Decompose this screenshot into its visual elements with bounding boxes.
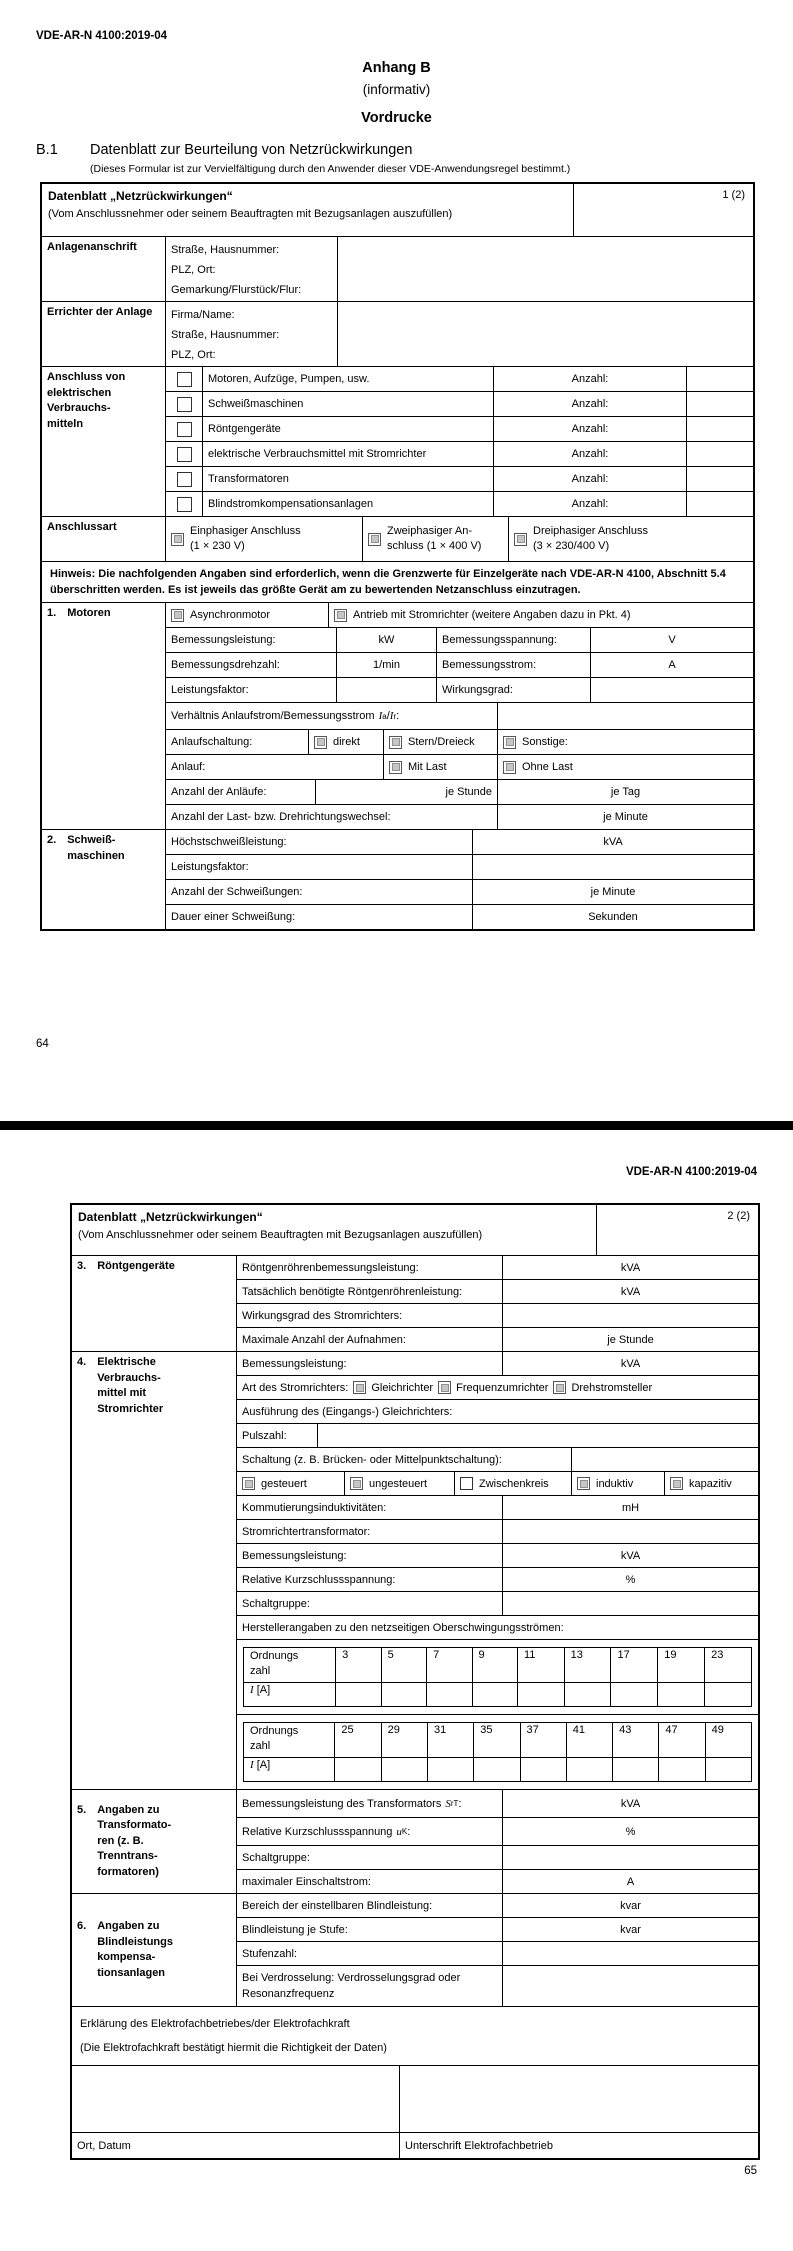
anschlussart-option: Zweiphasiger An- schluss (1 × 400 V) xyxy=(362,517,508,561)
option-label: induktiv xyxy=(596,1477,634,1490)
checkbox-stern-dreieck[interactable] xyxy=(389,736,402,749)
field-label: Schaltung (z. B. Brücken- oder Mittelpunktschaltung): xyxy=(242,1453,502,1466)
page-indicator: 1 (2) xyxy=(573,184,753,236)
item-label: Blindstromkompensationsanlagen xyxy=(208,498,374,510)
trafo-row xyxy=(237,1869,758,1893)
checkbox-motoren[interactable] xyxy=(177,372,192,387)
harmonic-order: 47 xyxy=(659,1723,705,1758)
section-stromrichter xyxy=(72,1351,758,1789)
unit-label: je Minute xyxy=(603,811,648,823)
option-label: Antrieb mit Stromrichter (weitere Angaben dazu in Pkt. 4) xyxy=(353,609,631,621)
checkbox-ungesteuert[interactable] xyxy=(350,1477,363,1490)
blind-row xyxy=(237,1965,758,2006)
field-label: Straße, Hausnummer: xyxy=(171,244,280,256)
option-label: Drehstromsteller xyxy=(571,1381,653,1394)
field-label: Röntgenröhrenbemessungsleistung: xyxy=(242,1261,419,1274)
field-label: Pulszahl: xyxy=(242,1429,287,1442)
stromrichter-row xyxy=(237,1352,758,1375)
field-label: Anlauf: xyxy=(171,761,206,773)
unterschrift-label: Unterschrift Elektrofachbetrieb xyxy=(405,2139,553,2152)
harmonics-table-2 xyxy=(243,1722,752,1782)
row-hinweis xyxy=(42,561,753,602)
checkbox-drehstromsteller[interactable] xyxy=(553,1381,566,1394)
unit-label: kVA xyxy=(620,1357,641,1370)
unit-label: kVA xyxy=(620,1261,641,1274)
field-label: Stufenzahl: xyxy=(242,1947,298,1960)
option-label: gesteuert xyxy=(261,1477,307,1490)
option-label: ungesteuert xyxy=(369,1477,428,1490)
checkbox-zwischenkreis[interactable] xyxy=(460,1477,473,1490)
input-area xyxy=(590,678,753,702)
option-label: direkt xyxy=(333,736,360,748)
checkbox-verbrauchsmittel-stromrichter[interactable] xyxy=(177,447,192,462)
field-label: Höchstschweißleistung: xyxy=(171,836,287,848)
motor-type-row xyxy=(166,603,753,627)
checkbox-kapazitiv[interactable] xyxy=(670,1477,683,1490)
harmonic-order: 19 xyxy=(658,1648,705,1683)
field-label: Wirkungsgrad des Stromrichters: xyxy=(242,1309,403,1322)
section-label: 5. Angaben zu Transformato- ren (z. B. Trenntrans- formatoren) xyxy=(77,1803,172,1878)
option-label: Ohne Last xyxy=(522,761,573,773)
field-label: Verhältnis Anlaufstrom/Bemessungsstrom xyxy=(171,710,375,722)
checkbox-mit-last[interactable] xyxy=(389,761,402,774)
harmonic-order: 35 xyxy=(474,1723,520,1758)
field-label: Tatsächlich benötigte Röntgenröhrenleistung: xyxy=(242,1285,463,1298)
field-label: PLZ, Ort: xyxy=(171,349,216,361)
row-anschlussart xyxy=(42,516,753,561)
field-label: Anzahl der Anläufe: xyxy=(171,786,267,798)
item-label: Motoren, Aufzüge, Pumpen, usw. xyxy=(208,373,370,385)
unit-label: V xyxy=(668,634,676,646)
field-label: Blindleistung je Stufe: xyxy=(242,1923,348,1936)
checkbox-induktiv[interactable] xyxy=(577,1477,590,1490)
unit-label: je Minute xyxy=(590,886,636,898)
harmonic-current-input xyxy=(474,1758,520,1782)
input-area xyxy=(502,1942,758,1965)
annex-subtitle: (informativ) xyxy=(362,82,431,97)
input-area xyxy=(502,1520,758,1543)
unit-label: kW xyxy=(378,634,395,646)
field-label: Straße, Hausnummer: xyxy=(171,329,280,341)
option-label: Zwischenkreis xyxy=(479,1477,549,1490)
harmonic-order: 37 xyxy=(520,1723,566,1758)
verbrauchsmittel-row xyxy=(166,416,753,441)
field-labels xyxy=(165,237,337,301)
annex-heading: Vordrucke xyxy=(361,110,432,126)
field-label: Bemessungsleistung: xyxy=(242,1549,347,1562)
verbrauchsmittel-row xyxy=(166,391,753,416)
checkbox-blindstromkompensation[interactable] xyxy=(177,497,192,512)
item-label: Transformatoren xyxy=(208,473,289,485)
checkbox-schweissmaschinen[interactable] xyxy=(177,397,192,412)
checkbox-frequenzumrichter[interactable] xyxy=(438,1381,451,1394)
checkbox-roentgengeraete[interactable] xyxy=(177,422,192,437)
harmonic-order: 3 xyxy=(336,1648,381,1683)
anschlussart-option: Dreiphasiger Anschluss (3 × 230/400 V) xyxy=(508,517,753,561)
field-label: Bemessungsdrehzahl: xyxy=(171,659,280,671)
field-labels xyxy=(165,302,337,366)
form-subtitle: (Vom Anschlussnehmer oder seinem Beauftragten mit Bezugsanlagen auszufüllen) xyxy=(78,1229,483,1241)
unit-label: je Tag xyxy=(610,786,641,798)
unit-label: 1/min xyxy=(373,659,400,671)
blind-row xyxy=(237,1941,758,1965)
input-area xyxy=(571,1448,758,1471)
harmonic-current-input xyxy=(427,1758,473,1782)
anzahl-label: Anzahl: xyxy=(571,398,609,410)
harmonic-order: 17 xyxy=(611,1648,658,1683)
harmonic-current-input xyxy=(336,1683,381,1707)
field-label: Bei Verdrosselung: Verdrosselungsgrad oder Resonanzfrequenz xyxy=(242,1972,461,2000)
section-label: Anschluss von elektrischen Verbrauchs- mitteln xyxy=(47,371,126,430)
hersteller-row xyxy=(237,1615,758,1639)
harmonic-current-input xyxy=(611,1683,658,1707)
form-table-page1 xyxy=(40,182,755,931)
field-label: Ausführung des (Eingangs-) Gleichrichters: xyxy=(242,1405,453,1418)
checkbox-dreiphasiger-anschluss[interactable] xyxy=(514,533,527,546)
input-area xyxy=(686,467,753,491)
roentgen-row xyxy=(237,1256,758,1279)
anzahl-label: Anzahl: xyxy=(571,373,609,385)
lastwechsel-row xyxy=(166,804,753,829)
input-area xyxy=(502,1966,758,2006)
motor-ratio-row: Verhältnis Anlaufstrom/Bemessungsstrom I a / I r : xyxy=(166,702,753,729)
harmonic-current-input xyxy=(381,1758,427,1782)
anlaeufe-row xyxy=(166,779,753,804)
signature-label-row xyxy=(72,2132,758,2158)
harmonic-current-input xyxy=(564,1683,611,1707)
unit-label: je Stunde xyxy=(445,786,492,798)
field-label: Anzahl der Schweißungen: xyxy=(171,886,303,898)
section-note: (Dieses Formular ist zur Vervielfältigung durch den Anwender dieser VDE-Anwendungsregel bestimmt.) xyxy=(90,163,571,175)
section-transformatoren xyxy=(72,1789,758,1893)
harmonic-order: 49 xyxy=(705,1723,751,1758)
schweiss-row xyxy=(166,904,753,929)
field-label: Kommutierungsinduktivitäten: xyxy=(242,1501,387,1514)
blind-row xyxy=(237,1894,758,1917)
item-label: Röntgengeräte xyxy=(208,423,281,435)
section-label: 2. Schweiß- maschinen xyxy=(47,834,125,862)
field-label: Stromrichtertransformator: xyxy=(242,1525,371,1538)
section-roentgengeraete xyxy=(72,1255,758,1351)
option-label: kapazitiv xyxy=(689,1477,732,1490)
unit-label: mH xyxy=(621,1501,640,1514)
section-heading xyxy=(36,142,412,158)
math-symbol: I xyxy=(389,710,394,722)
schweiss-row xyxy=(166,830,753,854)
section-verbrauchsmittel xyxy=(42,366,753,516)
page-indicator: 2 (2) xyxy=(596,1205,758,1255)
hinweis-text: Hinweis: Die nachfolgenden Angaben sind erforderlich, wenn die Grenzwerte für Einzelgeräte nach VDE-AR-N 4100, Abschnitt 5.4 überschritten werden. Es ist jeweils das größte Gerät am zu bewertenden Netzanschluss einzutragen. xyxy=(50,568,726,596)
trafo-row xyxy=(237,1845,758,1869)
stromrichter-row xyxy=(237,1519,758,1543)
input-area xyxy=(337,302,753,366)
section-label: 1. Motoren xyxy=(47,607,111,619)
field-label: Wirkungsgrad: xyxy=(442,684,513,696)
checkbox-antrieb-stromrichter[interactable] xyxy=(334,609,347,622)
harmonic-current-input xyxy=(472,1683,517,1707)
field-label: PLZ, Ort: xyxy=(171,264,216,276)
field-label: Herstellerangaben zu den netzseitigen Oberschwingungsströmen: xyxy=(242,1621,564,1634)
roentgen-row xyxy=(237,1303,758,1327)
unit-label: Sekunden xyxy=(588,911,638,923)
form-title-cell xyxy=(42,184,573,236)
doc-reference: VDE-AR-N 4100:2019-04 xyxy=(36,30,168,42)
field-label: Schaltgruppe: xyxy=(242,1851,310,1864)
field-label: Bereich der einstellbaren Blindleistung: xyxy=(242,1899,433,1912)
form-subtitle: (Vom Anschlussnehmer oder seinem Beauftragten mit Bezugsanlagen auszufüllen) xyxy=(48,208,453,220)
unit-label: A xyxy=(668,659,676,671)
checkbox-ohne-last[interactable] xyxy=(503,761,516,774)
field-label: Bemessungsstrom: xyxy=(442,659,537,671)
unit-label: kVA xyxy=(620,1285,641,1298)
unit-label: kVA xyxy=(620,1549,641,1562)
page-number: 64 xyxy=(36,1038,49,1050)
roentgen-row xyxy=(237,1327,758,1351)
input-area xyxy=(317,1424,758,1447)
harmonic-order: 11 xyxy=(517,1648,564,1683)
anzahl-label: Anzahl: xyxy=(571,498,609,510)
section-motoren xyxy=(42,602,753,829)
input-area xyxy=(502,1592,758,1615)
anlaufschaltung-row xyxy=(166,729,753,754)
checkbox-gleichrichter[interactable] xyxy=(353,1381,366,1394)
field-label: Firma/Name: xyxy=(171,309,235,321)
field-label: Art des Stromrichters: xyxy=(242,1381,349,1394)
verbrauchsmittel-row xyxy=(166,491,753,516)
section-label: 4. Elektrische Verbrauchs- mittel mit Stromrichter xyxy=(77,1356,164,1415)
option-label: Stern/Dreieck xyxy=(408,736,475,748)
harmonic-order: 5 xyxy=(381,1648,426,1683)
item-label: Schweißmaschinen xyxy=(208,398,304,410)
row-label: Anlagenanschrift xyxy=(47,241,137,253)
stromrichter-row xyxy=(237,1567,758,1591)
ausfuehrung-row xyxy=(237,1399,758,1423)
row-label: Errichter der Anlage xyxy=(47,306,153,318)
current-row-label: I [A] xyxy=(244,1758,335,1782)
harmonic-order: 7 xyxy=(427,1648,472,1683)
input-area xyxy=(686,492,753,516)
art-stromrichter-row xyxy=(237,1375,758,1399)
harmonic-order: 23 xyxy=(705,1648,752,1683)
form-title-cell xyxy=(72,1205,596,1255)
form-title-row xyxy=(72,1205,758,1255)
motor-row xyxy=(166,627,753,652)
field-label: Anzahl der Last- bzw. Drehrichtungswechsel: xyxy=(171,811,391,823)
signature-area xyxy=(72,2065,758,2132)
field-label: Relative Kurzschlussspannung xyxy=(242,1825,393,1838)
section-schweissmaschinen xyxy=(42,829,753,929)
harmonic-order-header: Ordnungs zahl xyxy=(244,1723,335,1758)
math-symbol: S xyxy=(445,1797,451,1810)
option-label: Asynchronmotor xyxy=(190,609,271,621)
section-number: B.1 xyxy=(36,142,58,158)
harmonics-row-2 xyxy=(237,1714,758,1789)
anschlussart-option: Einphasiger Anschluss (1 × 230 V) xyxy=(165,517,362,561)
harmonic-current-input xyxy=(517,1683,564,1707)
harmonic-current-input xyxy=(705,1683,752,1707)
unit-label: kVA xyxy=(620,1797,641,1810)
math-symbol: I xyxy=(378,710,383,722)
stromrichter-row xyxy=(237,1543,758,1567)
field-label: Schaltgruppe: xyxy=(242,1597,310,1610)
pulszahl-row xyxy=(237,1423,758,1447)
math-symbol: u xyxy=(396,1825,402,1838)
row-erklaerung xyxy=(72,2006,758,2065)
page-number: 65 xyxy=(744,2165,757,2177)
harmonic-current-input xyxy=(520,1758,566,1782)
harmonic-current-input xyxy=(658,1683,705,1707)
checkbox-direkt[interactable] xyxy=(314,736,327,749)
field-label: Bemessungsleistung: xyxy=(171,634,276,646)
input-area xyxy=(686,367,753,391)
row-errichter xyxy=(42,301,753,366)
harmonic-current-input xyxy=(381,1683,426,1707)
input-area xyxy=(686,392,753,416)
input-area xyxy=(497,703,753,729)
harmonic-order: 25 xyxy=(335,1723,381,1758)
unit-label: kVA xyxy=(603,836,623,848)
input-area xyxy=(686,442,753,466)
field-label: Bemessungsleistung: xyxy=(242,1357,347,1370)
field-label: maximaler Einschaltstrom: xyxy=(242,1875,371,1888)
option-label: Frequenzumrichter xyxy=(456,1381,549,1394)
unit-label: kvar xyxy=(620,1899,641,1912)
motor-row xyxy=(166,677,753,702)
input-area xyxy=(336,678,436,702)
harmonic-order: 31 xyxy=(427,1723,473,1758)
checkbox-sonstige[interactable] xyxy=(503,736,516,749)
harmonic-order: 9 xyxy=(472,1648,517,1683)
verbrauchsmittel-row xyxy=(166,367,753,391)
checkbox-einphasiger-anschluss[interactable] xyxy=(171,533,184,546)
option-label: Mit Last xyxy=(408,761,447,773)
section-label: 6. Angaben zu Blindleistungs kompensa- tionsanlagen xyxy=(77,1920,173,1979)
unit-label: % xyxy=(625,1573,636,1586)
row-label: Anschlussart xyxy=(47,521,117,533)
erklaerung-text: Erklärung des Elektrofachbetriebes/der Elektrofachkraft (Die Elektrofachkraft bestätigt hiermit die Richtigkeit der Daten) xyxy=(80,2018,387,2054)
stromrichter-row xyxy=(237,1591,758,1615)
unit-label: A xyxy=(626,1875,635,1888)
trafo-row: Bemessungsleistung des Transformators S rT : kVA xyxy=(237,1790,758,1817)
field-label: Maximale Anzahl der Aufnahmen: xyxy=(242,1333,406,1346)
option-label: Gleichrichter xyxy=(371,1381,434,1394)
checkbox-transformatoren[interactable] xyxy=(177,472,192,487)
harmonics-table-1 xyxy=(243,1647,752,1707)
schweiss-row xyxy=(166,879,753,904)
input-area xyxy=(502,1846,758,1869)
harmonic-current-input xyxy=(566,1758,612,1782)
harmonic-order: 29 xyxy=(381,1723,427,1758)
unit-label: kvar xyxy=(620,1923,641,1936)
input-area xyxy=(337,237,753,301)
blind-row xyxy=(237,1917,758,1941)
harmonic-order: 41 xyxy=(566,1723,612,1758)
section-blindleistung xyxy=(72,1893,758,2006)
anzahl-label: Anzahl: xyxy=(571,448,609,460)
unit-label: % xyxy=(625,1825,636,1838)
field-label: Relative Kurzschlussspannung: xyxy=(242,1573,396,1586)
section-title: Datenblatt zur Beurteilung von Netzrückwirkungen xyxy=(90,142,413,158)
anzahl-label: Anzahl: xyxy=(571,473,609,485)
item-label: elektrische Verbrauchsmittel mit Stromrichter xyxy=(208,448,427,460)
harmonic-current-input xyxy=(613,1758,659,1782)
doc-reference: VDE-AR-N 4100:2019-04 xyxy=(625,1166,757,1178)
input-area xyxy=(686,417,753,441)
option-label: Sonstige: xyxy=(522,736,568,748)
signature-field-unterschrift xyxy=(399,2066,758,2132)
ort-datum-label: Ort, Datum xyxy=(77,2139,131,2152)
field-label: Bemessungsspannung: xyxy=(442,634,557,646)
checkbox-zweiphasiger-anschluss[interactable] xyxy=(368,533,381,546)
annex-title: Anhang B xyxy=(362,60,431,76)
stromrichter-row xyxy=(237,1495,758,1519)
schaltung-options-row xyxy=(237,1471,758,1495)
form-title: Datenblatt „Netzrückwirkungen“ xyxy=(48,189,233,203)
anlauf-row xyxy=(166,754,753,779)
form-title-row xyxy=(42,184,753,236)
current-row-label: I [A] xyxy=(244,1683,336,1707)
harmonic-current-input xyxy=(427,1683,472,1707)
checkbox-asynchronmotor[interactable] xyxy=(171,609,184,622)
page-break-bar xyxy=(0,1121,793,1130)
row-anlagenanschrift xyxy=(42,236,753,301)
harmonic-order: 13 xyxy=(564,1648,611,1683)
verbrauchsmittel-row xyxy=(166,466,753,491)
field-label: Anlaufschaltung: xyxy=(171,736,253,748)
verbrauchsmittel-row xyxy=(166,441,753,466)
checkbox-gesteuert[interactable] xyxy=(242,1477,255,1490)
unit-label: je Stunde xyxy=(607,1333,654,1346)
form-title: Datenblatt „Netzrückwirkungen“ xyxy=(78,1210,263,1224)
harmonic-order: 43 xyxy=(613,1723,659,1758)
section-label: 3. Röntgengeräte xyxy=(77,1260,175,1272)
field-label: Gemarkung/Flurstück/Flur: xyxy=(171,284,302,296)
trafo-row: Relative Kurzschlussspannung u K : % xyxy=(237,1817,758,1845)
harmonic-order-header: Ordnungs zahl xyxy=(244,1648,336,1683)
field-label: Leistungsfaktor: xyxy=(171,684,249,696)
anzahl-label: Anzahl: xyxy=(571,423,609,435)
schaltung-row xyxy=(237,1447,758,1471)
motor-row xyxy=(166,652,753,677)
form-table-page2 xyxy=(70,1203,760,2160)
signature-field-ort xyxy=(72,2066,399,2132)
field-label: Leistungsfaktor: xyxy=(171,861,249,873)
field-label: Dauer einer Schweißung: xyxy=(171,911,296,923)
harmonic-current-input xyxy=(659,1758,705,1782)
harmonic-current-input xyxy=(705,1758,751,1782)
field-label: Bemessungsleistung des Transformators xyxy=(242,1797,442,1810)
harmonics-row-1 xyxy=(237,1639,758,1714)
schweiss-row xyxy=(166,854,753,879)
harmonic-current-input xyxy=(335,1758,381,1782)
roentgen-row xyxy=(237,1279,758,1303)
